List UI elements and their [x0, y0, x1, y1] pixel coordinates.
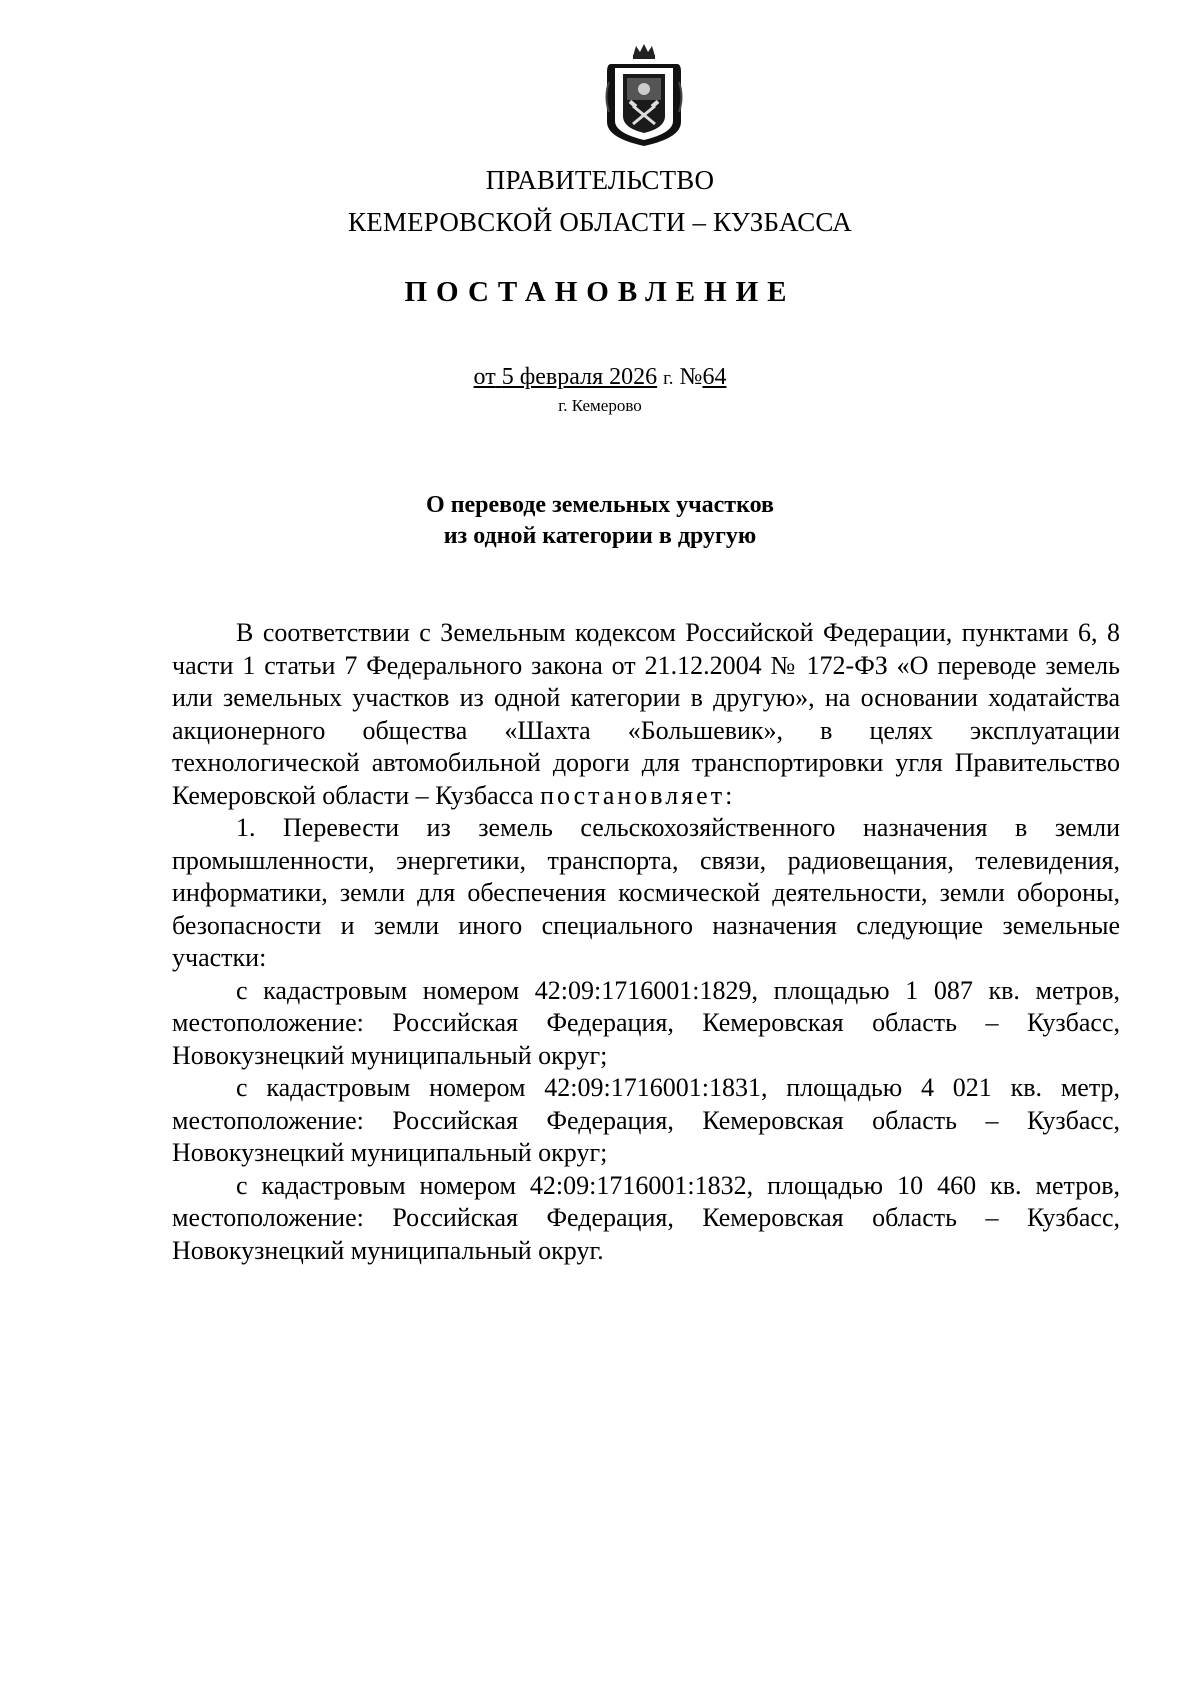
- parcel-1831-paragraph: с кадастровым номером 42:09:1716001:1831, площадью 4 021 кв. метр, местоположение: Российская Федерация, Кемеровская область – Кузбасс, Новокузнецкий муниципальный округ;: [172, 1073, 1120, 1167]
- document-date: 5 февраля 2026: [501, 364, 658, 390]
- parcel-1829-paragraph: с кадастровым номером 42:09:1716001:1829, площадью 1 087 кв. метров, местоположение: Российская Федерация, Кемеровская область – Кузбасс, Новокузнецкий муниципальный округ;: [172, 975, 1120, 1070]
- parcel-1832-paragraph: с кадастровым номером 42:09:1716001:1832, площадью 10 460 кв. метров, местоположение: Российская Федерация, Кемеровская область – Кузбасс, Новокузнецкий муниципальный округ.: [172, 1170, 1120, 1265]
- document-city: г. Кемерово: [558, 396, 642, 415]
- decree-word: постановляет:: [540, 780, 736, 810]
- document-number: 64: [702, 364, 727, 390]
- date-prefix: от: [473, 364, 496, 390]
- preamble-paragraph: [172, 617, 1120, 812]
- org-name-line2: КЕМЕРОВСКОЙ ОБЛАСТИ – КУЗБАССА: [348, 207, 852, 237]
- subject-line1: О переводе земельных участков: [426, 492, 774, 518]
- org-name-line1: ПРАВИТЕЛЬСТВО: [485, 165, 715, 195]
- preamble-text: В соответствии с Земельным кодексом Российской Федерации, пунктами 6, 8 части 1 статьи 7 Федерального закона от 21.12.2004 № 172-ФЗ «О переводе земель или земельных участков из одной категории в другую», на основании ходатайства акционерного общества «Шахта «Большевик», в целях эксплуатации технологической автомобильной дороги для транспортировки угля Правительство Кемеровской области – Кузбасса: [172, 618, 1120, 810]
- document-type-title: ПОСТАНОВЛЕНИЕ: [404, 276, 796, 308]
- coat-of-arms-icon: [603, 42, 685, 148]
- document-date-line: [0, 364, 1200, 391]
- subject-line2: из одной категории в другую: [443, 523, 757, 549]
- number-prefix: №: [679, 364, 703, 390]
- year-suffix: г.: [663, 368, 674, 389]
- document-body: [172, 617, 1120, 1267]
- item-1-paragraph: 1. Перевести из земель сельскохозяйственного назначения в земли промышленности, энергетики, транспорта, связи, радиовещания, телевидения, информатики, земли для обеспечения космической деятельности, земли обороны, безопасности и земли иного специального назначения следующие земельные участки:: [172, 813, 1120, 972]
